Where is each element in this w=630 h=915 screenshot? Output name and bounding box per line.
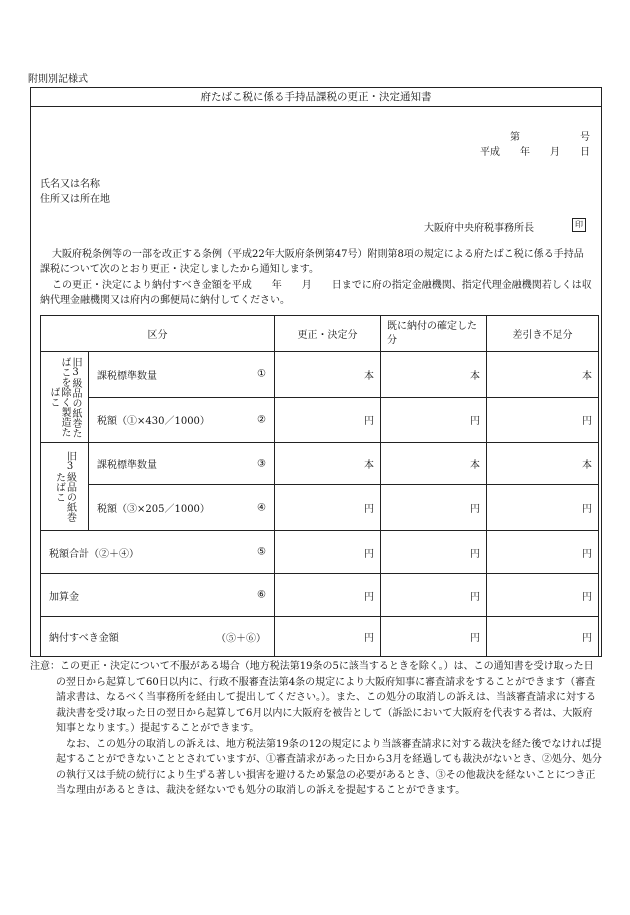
row2-col2: 円 xyxy=(381,397,487,443)
row4-col1: 円 xyxy=(275,485,381,531)
row5-col1: 円 xyxy=(275,531,381,574)
header-already-paid: 既に納付の確定した分 xyxy=(381,316,487,352)
table-header-row xyxy=(41,316,599,352)
row4-label-cell xyxy=(89,485,275,531)
seal-mark: 印 xyxy=(572,218,586,232)
header-category: 区分 xyxy=(41,316,275,352)
group1-cell xyxy=(41,352,89,443)
row1-label: 課税標準数量 xyxy=(97,370,157,382)
form-label: 附則別記様式 xyxy=(28,74,88,85)
row7-col3: 円 xyxy=(487,617,599,657)
row3-col1: 本 xyxy=(275,443,381,485)
group1-label: 旧3級品の紙巻たばこを除く製造たばこ xyxy=(48,356,81,438)
row3-label: 課税標準数量 xyxy=(97,460,157,471)
row7-label-cell xyxy=(41,617,275,657)
row3-col3: 本 xyxy=(487,443,599,485)
row5-col3: 円 xyxy=(487,531,599,574)
row2-label: 税額（①×430／1000） xyxy=(97,416,210,428)
row4-marker: ④ xyxy=(257,502,266,513)
row1-col3: 本 xyxy=(487,352,599,398)
row2-col3: 円 xyxy=(487,397,599,443)
table-row xyxy=(41,617,599,657)
row6-col1: 円 xyxy=(275,574,381,617)
row1-col2: 本 xyxy=(381,352,487,398)
row4-label: 税額（③×205／1000） xyxy=(97,504,210,515)
row1-label-cell xyxy=(89,352,275,398)
row7-marker: （⑤＋⑥） xyxy=(216,633,266,644)
row7-col1: 円 xyxy=(275,617,381,657)
header-shortfall: 差引き不足分 xyxy=(487,316,599,352)
row4-col2: 円 xyxy=(381,485,487,531)
notice-date: 平成 年 月 日 xyxy=(480,147,590,158)
notice-number: 第 号 xyxy=(510,132,590,143)
group2-label: 旧3級品の紙巻たばこ xyxy=(53,451,76,522)
row5-col2: 円 xyxy=(381,531,487,574)
row7-col2: 円 xyxy=(381,617,487,657)
notice-paragraph-2: この更正・決定により納付すべき金額を平成 年 月 日までに府の指定金融機関、指定代理金融機関若しくは収納代理金融機関又は府内の郵便局に納付してください。 xyxy=(40,280,592,306)
table-row xyxy=(41,531,599,574)
recipient-name-label: 氏名又は名称 xyxy=(40,179,100,190)
row6-label: 加算金 xyxy=(49,591,79,603)
row6-marker: ⑥ xyxy=(257,589,266,601)
row2-col1: 円 xyxy=(275,397,381,443)
row1-col1: 本 xyxy=(275,352,381,398)
notice-paragraph-1: 大阪府税条例等の一部を改正する条例（平成22年大阪府条例第47号）附則第8項の規定による府たばこ税に係る手持品課税について次のとおり更正・決定しましたから通知します。 xyxy=(40,249,584,275)
row5-marker: ⑤ xyxy=(257,546,266,558)
row3-marker: ③ xyxy=(257,458,266,469)
table-row xyxy=(41,397,599,443)
row5-label-cell xyxy=(41,531,275,574)
tax-table xyxy=(40,315,599,657)
row3-label-cell xyxy=(89,443,275,485)
row6-label-cell xyxy=(41,574,275,617)
table-row xyxy=(41,485,599,531)
row3-col2: 本 xyxy=(381,443,487,485)
form-title: 府たばこ税に係る手持品課税の更正・決定通知書 xyxy=(30,87,602,107)
row6-col3: 円 xyxy=(487,574,599,617)
note-1: 注意：この更正・決定について不服がある場合（地方税法第19条の5に該当するときを除く。）は、この通知書を受け取った日の翌日から起算して60日以内に、行政不服審査法第4条の規定により大阪府知事に審査請求をすることができます（審査請求書は、なるべく当事務所を経由して提出してください。）。また、この処分の取消しの訴えは、当該審査請求に対する裁決書を受け取った日の翌日から起算して6月以内に大阪府を被告として（訴訟において大阪府を代表する者は、大阪府知事となります。）提起することができます。 xyxy=(30,661,596,734)
table-row xyxy=(41,443,599,485)
group2-cell xyxy=(41,443,89,531)
row4-col3: 円 xyxy=(487,485,599,531)
row7-label: 納付すべき金額 xyxy=(49,633,119,644)
table-row xyxy=(41,574,599,617)
row2-marker: ② xyxy=(257,414,266,426)
row5-label: 税額合計（②＋④） xyxy=(49,548,139,560)
issuing-office: 大阪府中央府税事務所長 xyxy=(424,223,534,234)
notes-section xyxy=(30,659,602,799)
header-assessed: 更正・決定分 xyxy=(275,316,381,352)
row1-marker: ① xyxy=(257,368,266,380)
recipient-address-label: 住所又は所在地 xyxy=(40,194,110,205)
row2-label-cell xyxy=(89,397,275,443)
note-2: なお、この処分の取消しの訴えは、地方税法第19条の12の規定により当該審査請求に対する裁決を経た後でなければ提起することができないこととされていますが、①審査請求があった日から3月を経過しても裁決がないとき、②処分、処分の執行又は手続の続行により生ずる著しい損害を避けるため緊急の必要があるとき、③その他裁決を経ないことにつき正当な理由があるときは、裁決を経ないでも処分の取消しの訴えを提起することができます。 xyxy=(56,738,602,796)
table-row xyxy=(41,352,599,398)
row6-col2: 円 xyxy=(381,574,487,617)
